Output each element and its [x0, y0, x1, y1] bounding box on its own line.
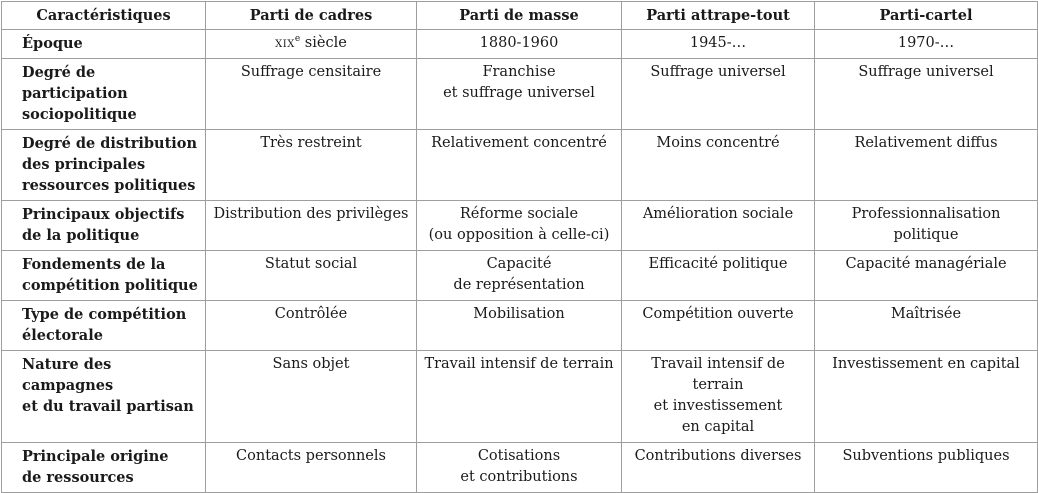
row-label-participation: Degré de participation sociopolitique — [2, 59, 206, 130]
table-cell: Amélioration sociale — [622, 201, 815, 251]
table-cell: Statut social — [206, 251, 417, 301]
table-cell: Compétition ouverte — [622, 301, 815, 351]
table-cell: Sans objet — [206, 351, 417, 443]
table-row — [2, 201, 1038, 251]
row-label-campaigns: Nature des campagnes et du travail partisan — [2, 351, 206, 443]
table-cell: Relativement diffus — [815, 130, 1038, 201]
table-cell: Capacité managériale — [815, 251, 1038, 301]
table-cell: Contacts personnels — [206, 443, 417, 493]
row-label-competition-basis: Fondements de la compétition politique — [2, 251, 206, 301]
table-cell: Efficacité politique — [622, 251, 815, 301]
century-word: siècle — [300, 35, 347, 51]
table-row — [2, 301, 1038, 351]
table-cell: Suffrage universel — [622, 59, 815, 130]
cell-era-mass: 1880-1960 — [417, 30, 622, 59]
table-cell: Travail intensif de terrain — [417, 351, 622, 443]
table-row — [2, 30, 1038, 59]
row-label-resources-distribution: Degré de distribution des principales ressources politiques — [2, 130, 206, 201]
table-cell: Franchise et suffrage universel — [417, 59, 622, 130]
table-cell: Relativement concentré — [417, 130, 622, 201]
header-catch-all-party: Parti attrape-tout — [622, 2, 815, 30]
table-row — [2, 59, 1038, 130]
header-characteristics: Caractéristiques — [2, 2, 206, 30]
row-label-competition-type: Type de compétition électorale — [2, 301, 206, 351]
table-cell: Capacité de représentation — [417, 251, 622, 301]
table-cell: Professionnalisation politique — [815, 201, 1038, 251]
header-row — [2, 2, 1038, 30]
table-cell: Moins concentré — [622, 130, 815, 201]
table-row — [2, 130, 1038, 201]
cell-era-cartel: 1970-… — [815, 30, 1038, 59]
table-cell: Suffrage universel — [815, 59, 1038, 130]
table-cell: Maîtrisée — [815, 301, 1038, 351]
table-cell: Suffrage censitaire — [206, 59, 417, 130]
cell-era-cadre — [206, 30, 417, 59]
table-cell: Cotisations et contributions — [417, 443, 622, 493]
row-label-objectives: Principaux objectifs de la politique — [2, 201, 206, 251]
party-typology-table — [1, 1, 1038, 493]
table-row — [2, 443, 1038, 493]
table-cell: Réforme sociale (ou opposition à celle-ci) — [417, 201, 622, 251]
century-roman: xix — [275, 35, 295, 51]
table-cell: Contributions diverses — [622, 443, 815, 493]
header-cartel-party: Parti-cartel — [815, 2, 1038, 30]
table-row — [2, 351, 1038, 443]
header-cadre-party: Parti de cadres — [206, 2, 417, 30]
row-label-era: Époque — [2, 30, 206, 59]
table-cell: Mobilisation — [417, 301, 622, 351]
table-cell: Distribution des privilèges — [206, 201, 417, 251]
table-row — [2, 251, 1038, 301]
header-mass-party: Parti de masse — [417, 2, 622, 30]
row-label-resource-origin: Principale origine de ressources — [2, 443, 206, 493]
table-cell: Subventions publiques — [815, 443, 1038, 493]
century-superscript: e — [294, 34, 301, 45]
table-cell: Contrôlée — [206, 301, 417, 351]
cell-era-catch-all: 1945-… — [622, 30, 815, 59]
table-cell: Travail intensif de terrain et investissement en capital — [622, 351, 815, 443]
table-cell: Investissement en capital — [815, 351, 1038, 443]
table-cell: Très restreint — [206, 130, 417, 201]
